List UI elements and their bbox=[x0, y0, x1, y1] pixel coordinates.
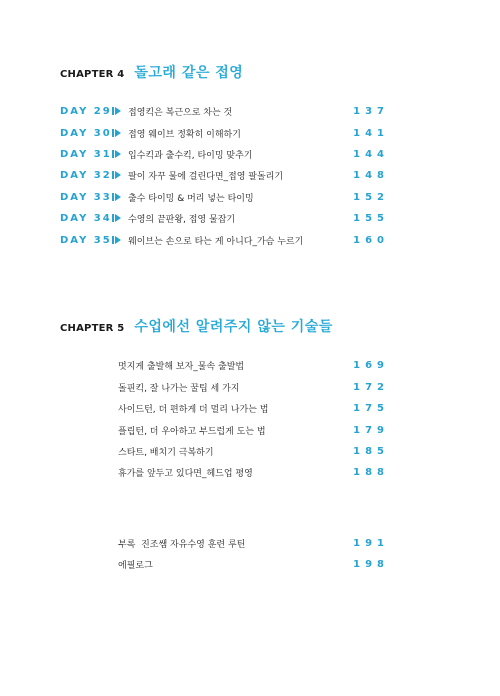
day-label: DAY 29 bbox=[60, 105, 112, 117]
play-arrow-icon bbox=[112, 170, 123, 180]
toc-entry-day-35[interactable] bbox=[60, 233, 389, 247]
page-number: 155 bbox=[353, 212, 389, 224]
play-arrow-icon bbox=[112, 149, 123, 159]
chapter-5-label: CHAPTER 5 bbox=[60, 323, 125, 334]
toc-entry[interactable] bbox=[118, 380, 389, 394]
day-label: DAY 32 bbox=[60, 169, 112, 181]
day-label: DAY 31 bbox=[60, 148, 112, 160]
entry-title: 접영 웨이브 정확히 이해하기 bbox=[128, 129, 241, 140]
page-number: 148 bbox=[353, 169, 389, 181]
toc-entry-appendix[interactable] bbox=[118, 536, 389, 550]
entry-title: 플립턴, 더 우아하고 부드럽게 도는 법 bbox=[118, 426, 266, 437]
entry-title: 에필로그 bbox=[118, 560, 153, 571]
day-label: DAY 30 bbox=[60, 127, 112, 139]
entry-title: 입수킥과 출수킥, 타이밍 맞추기 bbox=[128, 150, 253, 161]
day-label: DAY 35 bbox=[60, 234, 112, 246]
page-number: 169 bbox=[353, 359, 389, 371]
entry-title: 사이드턴, 더 편하게 더 멀리 나가는 법 bbox=[118, 404, 269, 415]
entry-title: 웨이브는 손으로 타는 게 아니다_가슴 누르기 bbox=[128, 236, 304, 247]
entry-title: 휴가를 앞두고 있다면_헤드업 평영 bbox=[118, 468, 253, 479]
page-number: 141 bbox=[353, 127, 389, 139]
chapter-4-heading bbox=[60, 62, 243, 82]
entry-title: 부록 진조쌤 자유수영 훈련 루틴 bbox=[118, 539, 246, 550]
play-arrow-icon bbox=[112, 235, 123, 245]
play-arrow-icon bbox=[112, 128, 123, 138]
toc-entry[interactable] bbox=[118, 465, 389, 479]
entry-title: 수영의 끝판왕, 접영 물잡기 bbox=[128, 214, 236, 225]
day-label: DAY 33 bbox=[60, 191, 112, 203]
entry-title: 멋지게 출발해 보자_물속 출발법 bbox=[118, 361, 245, 372]
entry-title: 돌핀킥, 잘 나가는 꿀팁 세 가지 bbox=[118, 383, 240, 394]
page-number: 160 bbox=[353, 234, 389, 246]
page-number: 172 bbox=[353, 381, 389, 393]
chapter-4-label: CHAPTER 4 bbox=[60, 69, 125, 80]
toc-entry[interactable] bbox=[118, 444, 389, 458]
page-number: 175 bbox=[353, 402, 389, 414]
toc-entry[interactable] bbox=[118, 401, 389, 415]
play-arrow-icon bbox=[112, 192, 123, 202]
toc-entry-epilogue[interactable] bbox=[118, 557, 389, 571]
page-number: 188 bbox=[353, 466, 389, 478]
toc-entry-day-33[interactable] bbox=[60, 190, 389, 204]
play-arrow-icon bbox=[112, 106, 123, 116]
toc-entry-day-30[interactable] bbox=[60, 126, 389, 140]
chapter-5-title: 수업에선 알려주지 않는 기술들 bbox=[134, 319, 333, 335]
entry-title: 접영킥은 복근으로 차는 것 bbox=[128, 107, 233, 118]
entry-title: 출수 타이밍 & 머리 넣는 타이밍 bbox=[128, 193, 254, 204]
chapter-5-heading bbox=[60, 316, 333, 336]
toc-entry-day-32[interactable] bbox=[60, 168, 389, 182]
play-arrow-icon bbox=[112, 213, 123, 223]
page-number: 179 bbox=[353, 424, 389, 436]
chapter-4-title: 돌고래 같은 접영 bbox=[134, 65, 244, 81]
toc-entry-day-31[interactable] bbox=[60, 147, 389, 161]
toc-entry[interactable] bbox=[118, 358, 389, 372]
toc-entry[interactable] bbox=[118, 423, 389, 437]
page-number: 137 bbox=[353, 105, 389, 117]
toc-entry-day-29[interactable] bbox=[60, 104, 389, 118]
page-number: 198 bbox=[353, 558, 389, 570]
entry-title: 스타트, 배치기 극복하기 bbox=[118, 447, 214, 458]
day-label: DAY 34 bbox=[60, 212, 112, 224]
page-number: 152 bbox=[353, 191, 389, 203]
page-number: 144 bbox=[353, 148, 389, 160]
entry-title: 팔이 자꾸 물에 걸린다면_접영 팔돌리기 bbox=[128, 171, 284, 182]
page-number: 191 bbox=[353, 537, 389, 549]
toc-entry-day-34[interactable] bbox=[60, 211, 389, 225]
page-number: 185 bbox=[353, 445, 389, 457]
